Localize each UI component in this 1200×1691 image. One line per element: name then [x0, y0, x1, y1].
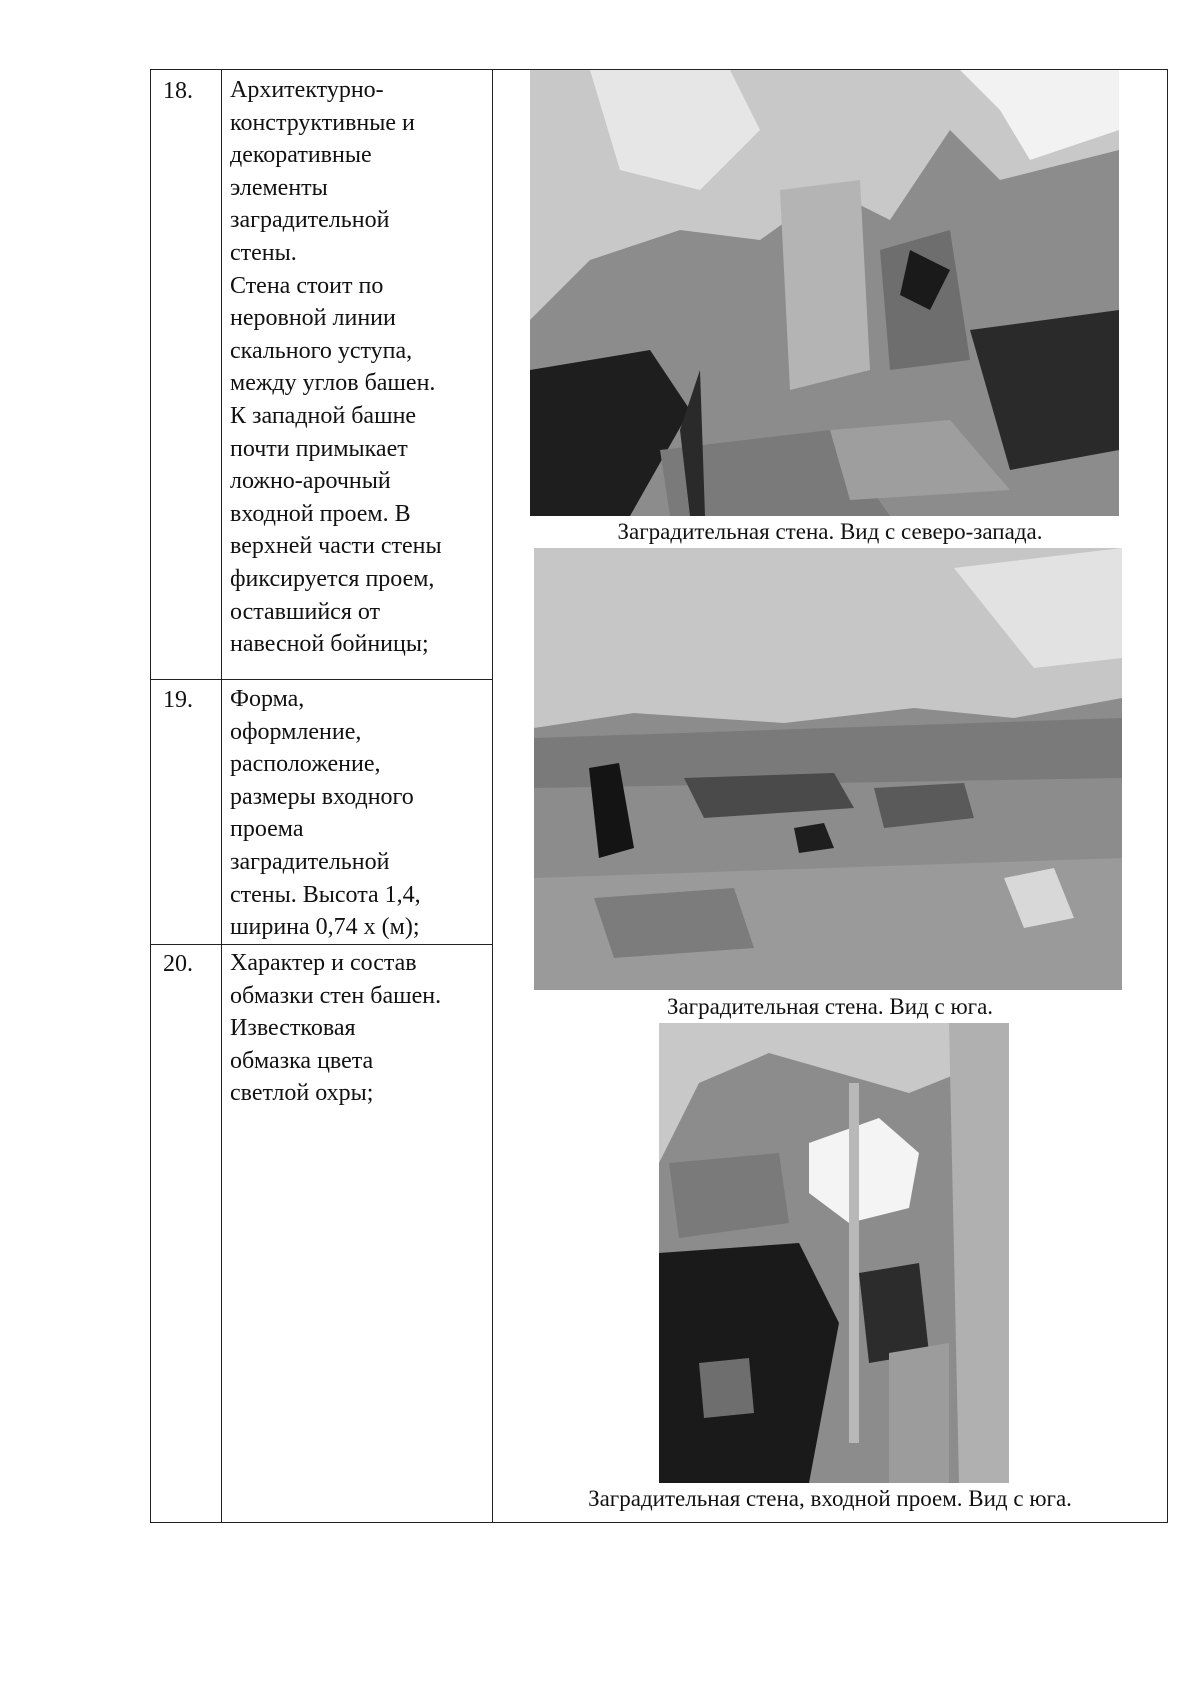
photo-wall-northwest — [530, 70, 1119, 516]
description-line: Характер и состав — [230, 950, 417, 976]
description-line: оформление, — [230, 718, 362, 745]
row-number: 19. — [163, 687, 193, 713]
description-line: оставшийся от — [230, 598, 381, 625]
description-line: обмазки стен башен. — [230, 982, 442, 1009]
description-line: заградительной — [230, 207, 390, 234]
description-line: фиксируется проем, — [230, 565, 435, 592]
row-divider-2 — [151, 944, 492, 945]
photo-wall-south — [534, 548, 1122, 990]
description-line: стены. — [230, 239, 297, 266]
description-line: расположение, — [230, 751, 381, 778]
description-line: Архитектурно- — [230, 77, 384, 103]
description-line: навесной бойницы; — [230, 631, 429, 658]
description-line: неровной линии — [230, 305, 396, 332]
description-line: входной проем. В — [230, 500, 411, 527]
description-line: декоративные — [230, 142, 372, 169]
row-description — [230, 74, 442, 661]
description-line: Стена стоит по — [230, 272, 384, 299]
row-divider-1 — [151, 679, 492, 680]
description-line: между углов башен. — [230, 370, 436, 397]
row-description — [230, 683, 421, 944]
description-line: проема — [230, 816, 304, 843]
column-divider-1 — [221, 70, 222, 1522]
description-line: верхней части стены — [230, 533, 442, 560]
row-number: 18. — [163, 78, 193, 104]
description-line: элементы — [230, 174, 328, 201]
description-line: размеры входного — [230, 783, 414, 810]
description-line: Известковая — [230, 1015, 356, 1042]
description-line: конструктивные и — [230, 109, 415, 136]
description-line: скального уступа, — [230, 337, 413, 364]
description-line: почти примыкает — [230, 435, 408, 462]
photo-entrance-south — [659, 1023, 1009, 1483]
description-line: стены. Высота 1,4, — [230, 881, 421, 908]
description-line: К западной башне — [230, 402, 417, 429]
description-line: Форма, — [230, 686, 305, 712]
description-line: заградительной — [230, 848, 390, 875]
photo-caption: Заградительная стена. Вид с северо-запада. — [617, 519, 1043, 544]
row-number: 20. — [163, 951, 193, 977]
description-line: ширина 0,74 х (м); — [230, 914, 420, 941]
photo-caption: Заградительная стена. Вид с юга. — [666, 994, 994, 1019]
photo-caption: Заградительная стена, входной проем. Вид с юга. — [588, 1486, 1072, 1511]
document-table — [150, 69, 1168, 1523]
row-description — [230, 947, 441, 1110]
column-divider-2 — [492, 70, 493, 1522]
description-line: обмазка цвета — [230, 1047, 374, 1074]
description-line: светлой охры; — [230, 1080, 374, 1107]
description-line: ложно-арочный — [230, 468, 391, 495]
